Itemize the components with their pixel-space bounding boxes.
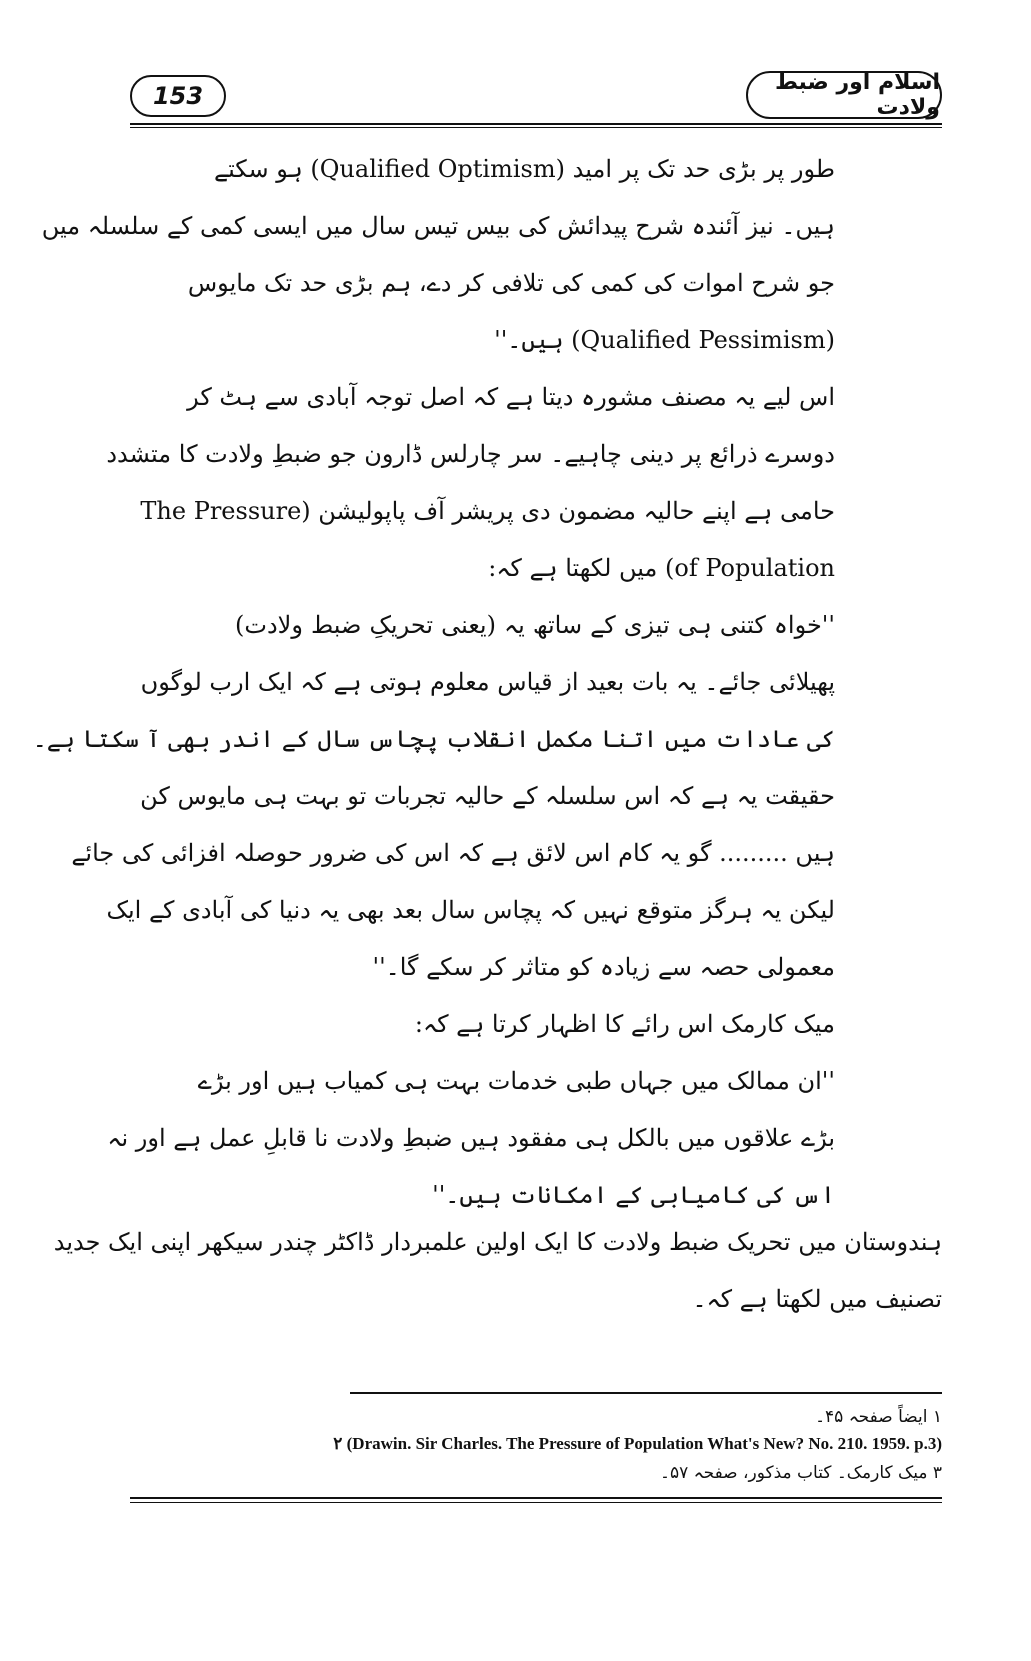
text-line: of Population) میں لکھتا ہے کہ:: [488, 553, 835, 582]
text-line: دوسرے ذرائع پر دینی چاہیے۔ سر چارلس ڈارون جو ضبطِ ولادت کا متشدد: [106, 439, 835, 468]
footer-rule: [130, 1497, 942, 1499]
footnotes: [150, 1402, 942, 1486]
text-line: حامی ہے اپنے حالیہ مضمون دی پریشر آف پاپولیشن (The Pressure: [140, 496, 835, 525]
quote-line: بڑے علاقوں میں بالکل ہی مفقود ہیں ضبطِ ولادت نا قابلِ عمل ہے اور نہ: [107, 1123, 835, 1152]
text-line: اس لیے یہ مصنف مشورہ دیتا ہے کہ اصل توجہ آبادی سے ہٹ کر: [187, 382, 835, 411]
quote-line: ہیں ......... گو یہ کام اس لائق ہے کہ اس کی ضرور حوصلہ افزائی کی جائے: [71, 838, 835, 867]
quote-line: معمولی حصہ سے زیادہ کو متاثر کر سکے گا۔'': [372, 952, 835, 981]
quote-line: لیکن یہ ہرگز متوقع نہیں کہ پچاس سال بعد بھی یہ دنیا کی آبادی کے ایک: [106, 895, 835, 924]
footnote-rule: [350, 1392, 942, 1394]
book-title: اسلام اور ضبط ولادت: [746, 71, 942, 119]
main-text: [32, 140, 835, 1223]
page-number: 153: [130, 75, 226, 117]
quote-line: کی عادات میں اتنا مکمل انقلاب پچاس سال کے اندر بھی آ سکتا ہے۔: [32, 724, 835, 753]
footnote: (Drawin. Sir Charles. The Pressure of Population What's New? No. 210. 1959. p.3) ٢: [333, 1434, 942, 1453]
header-rule-thin: [130, 127, 942, 128]
footnote: ٣ میک کارمک۔ کتاب مذکور، صفحہ ۵۷۔: [660, 1462, 942, 1483]
page-header: [130, 65, 942, 135]
footnote: ١ ایضاً صفحہ ۴۵۔: [815, 1406, 942, 1427]
footer-rule-thin: [130, 1502, 942, 1503]
text-line: (Qualified Pessimism) ہیں۔'': [494, 325, 835, 354]
quote-line: ''ان ممالک میں جہاں طبی خدمات بہت ہی کمیاب ہیں اور بڑے: [197, 1066, 835, 1095]
text-line: ہیں۔ نیز آئندہ شرح پیدائش کی بیس تیس سال میں ایسی کمی کے سلسلہ میں: [41, 211, 835, 240]
text-line: جو شرح اموات کی کمی کی تلافی کر دے، ہم بڑی حد تک مایوس: [187, 268, 835, 297]
text-line: میک کارمک اس رائے کا اظہار کرتا ہے کہ:: [414, 1009, 835, 1038]
wide-text-line: ہندوستان میں تحریک ضبط ولادت کا ایک اولین علمبردار ڈاکٹر چندر سیکھر اپنی ایک جدید: [53, 1228, 942, 1256]
wide-text-line: تصنیف میں لکھتا ہے کہ۔: [692, 1285, 942, 1313]
quote-line: پھیلائی جائے۔ یہ بات بعید از قیاس معلوم ہوتی ہے کہ ایک ارب لوگوں: [140, 667, 835, 696]
quote-line: اس کی کامیابی کے امکانات ہیں۔'': [432, 1180, 835, 1209]
quote-line: ''خواہ کتنی ہی تیزی کے ساتھ یہ (یعنی تحریکِ ضبط ولادت): [235, 610, 835, 639]
header-rule: [130, 123, 942, 125]
quote-line: حقیقت یہ ہے کہ اس سلسلہ کے حالیہ تجربات تو بہت ہی مایوس کن: [140, 781, 835, 810]
text-line: طور پر بڑی حد تک پر امید (Qualified Optimism) ہو سکتے: [214, 154, 835, 183]
